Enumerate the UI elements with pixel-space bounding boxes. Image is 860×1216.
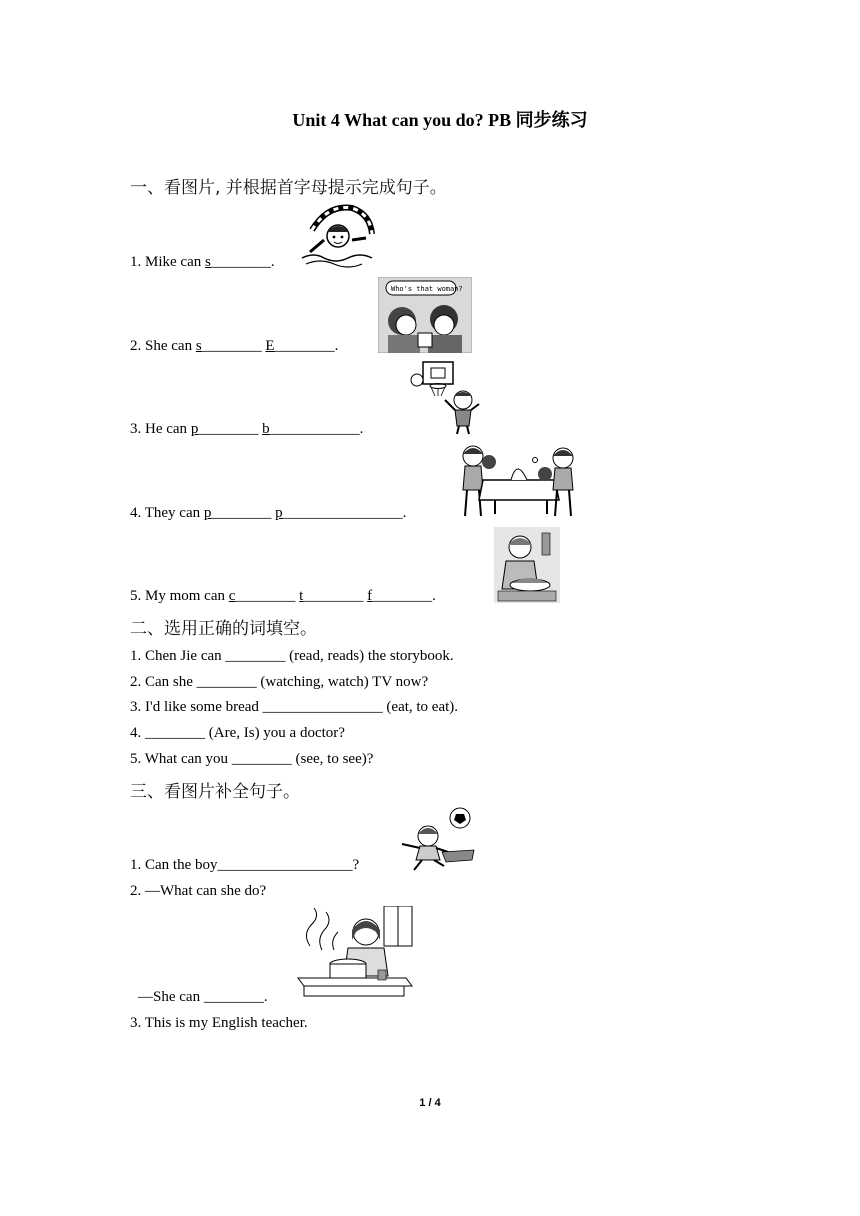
section-2-heading: 二、选用正确的词填空。	[130, 619, 317, 639]
part1-question-4: 4. They can p________ p________________.	[130, 505, 407, 521]
mom-cooking-illustration	[494, 527, 560, 603]
part2-question-1: 1. Chen Jie can ________ (read, reads) the storybook.	[130, 648, 454, 664]
part2-question-3: 3. I'd like some bread ________________ (eat, to eat).	[130, 699, 459, 715]
part3-question-3: 3. This is my English teacher.	[130, 1015, 308, 1031]
page-title: Unit 4 What can you do? PB 同步练习	[292, 110, 588, 130]
soccer-boy-illustration	[396, 806, 480, 872]
part2-question-5: 5. What can you ________ (see, to see)?	[130, 751, 374, 767]
speaking-english-illustration	[378, 277, 472, 353]
section-1-heading: 一、看图片, 并根据首字母提示完成句子。	[130, 178, 447, 198]
speech-bubble-text: Who's that woman?	[391, 285, 463, 293]
section-3-heading: 三、看图片补全句子。	[130, 782, 300, 802]
woman-cooking-illustration	[296, 906, 414, 998]
page-number: 1 / 4	[419, 1097, 441, 1109]
part1-question-3: 3. He can p________ b____________.	[130, 421, 364, 437]
part2-question-2: 2. Can she ________ (watching, watch) TV now?	[130, 674, 429, 690]
part3-answer-2: —She can ________.	[138, 989, 268, 1005]
part1-question-1: 1. Mike can s________.	[130, 254, 275, 270]
part1-question-2: 2. She can s________ E________.	[130, 338, 339, 354]
part3-question-1: 1. Can the boy__________________?	[130, 857, 360, 873]
part1-question-5: 5. My mom can c________ t________ f________.	[130, 588, 436, 604]
part3-question-2: 2. —What can she do?	[130, 883, 267, 899]
ping-pong-illustration	[455, 440, 585, 520]
swimming-boy-illustration	[300, 200, 376, 272]
basketball-girl-illustration	[405, 360, 481, 436]
part2-question-4: 4. ________ (Are, Is) you a doctor?	[130, 725, 345, 741]
